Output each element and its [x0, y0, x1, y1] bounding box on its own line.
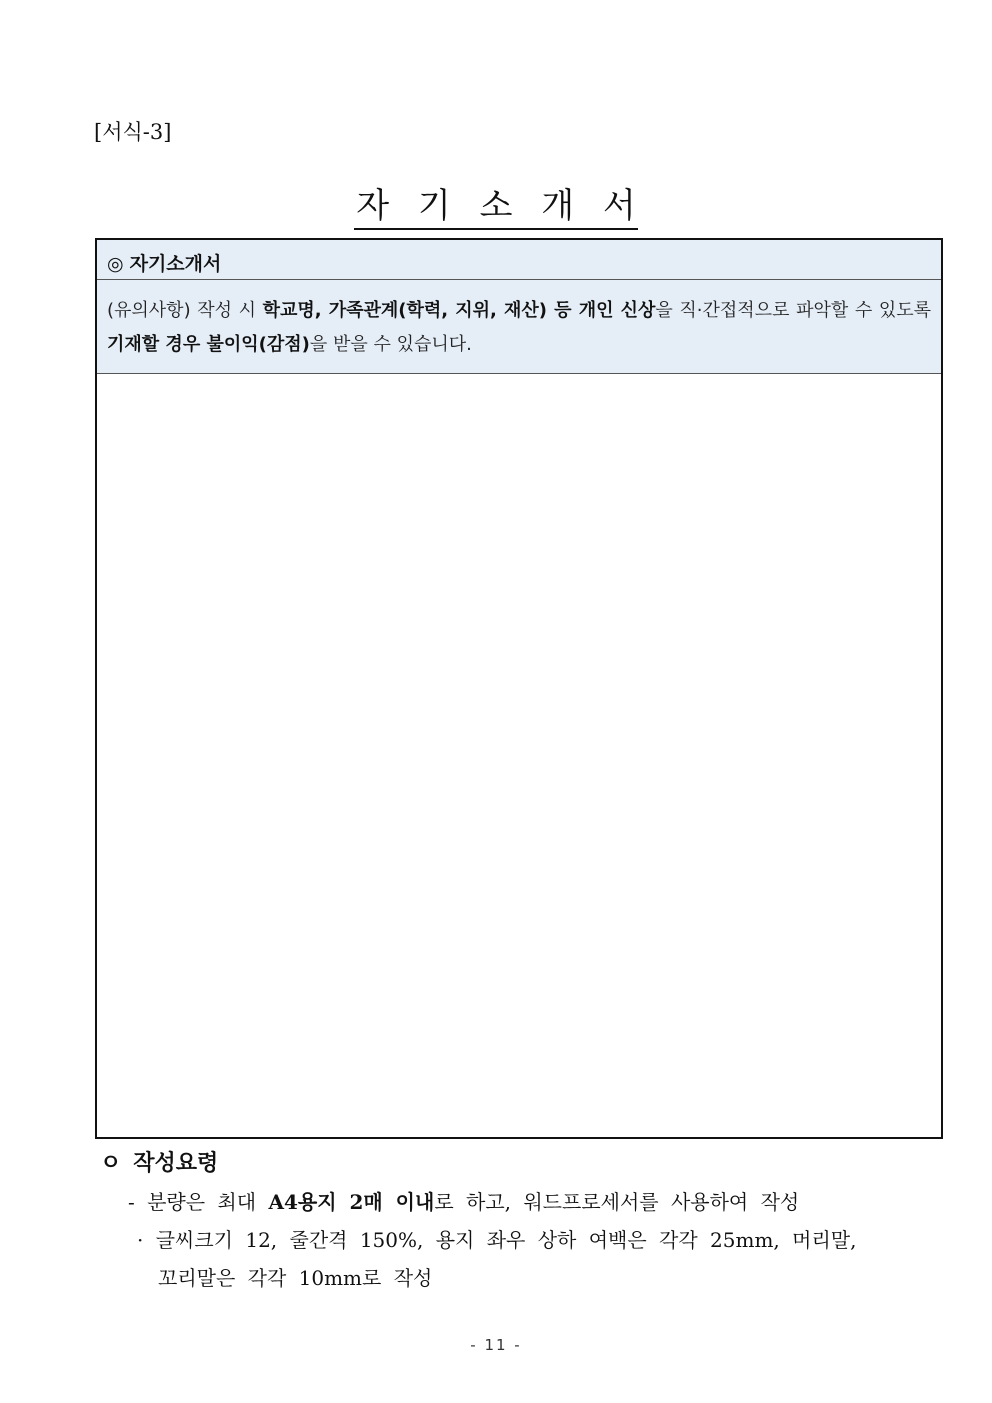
- guide-bullet: ㅇ: [100, 1150, 122, 1176]
- self-introduction-box: [95, 238, 943, 1139]
- guide-heading: [100, 1146, 218, 1177]
- box-header-label: 자기소개서: [129, 253, 222, 275]
- notice-text: [97, 280, 941, 374]
- form-number: [서식-3]: [94, 120, 172, 144]
- double-circle-icon: ◎: [107, 253, 124, 275]
- guide-line-2: · 글씨크기 12, 줄간격 150%, 용지 좌우 상하 여백은 각각 25mm, 머리말,: [137, 1228, 857, 1252]
- title-container: [0, 178, 992, 230]
- guide-line-1-bold: A4용지 2매 이내: [268, 1190, 435, 1214]
- box-header: [97, 240, 941, 280]
- notice-bold-1: 학교명, 가족관계(학력, 지위, 재산) 등 개인 신상: [262, 300, 656, 321]
- writing-area[interactable]: [97, 374, 941, 1135]
- guide-title: 작성요령: [133, 1150, 219, 1176]
- notice-part-1: (유의사항) 작성 시: [107, 300, 263, 321]
- document-title: 자 기 소 개 서: [354, 178, 637, 230]
- guide-line-3: 꼬리말은 각각 10mm로 작성: [158, 1266, 433, 1290]
- notice-bold-2: 기재할 경우 불이익(감점): [107, 334, 310, 355]
- notice-part-2: 을 직·간접적으로 파악할 수 있도록: [655, 300, 931, 321]
- guide-line-1-part-2: 로 하고, 워드프로세서를 사용하여 작성: [434, 1190, 800, 1214]
- notice-part-3: 을 받을 수 있습니다.: [309, 334, 472, 355]
- guide-line-1: [128, 1186, 799, 1215]
- page-number: - 11 -: [470, 1336, 522, 1354]
- guide-line-1-part-1: - 분량은 최대: [128, 1190, 269, 1214]
